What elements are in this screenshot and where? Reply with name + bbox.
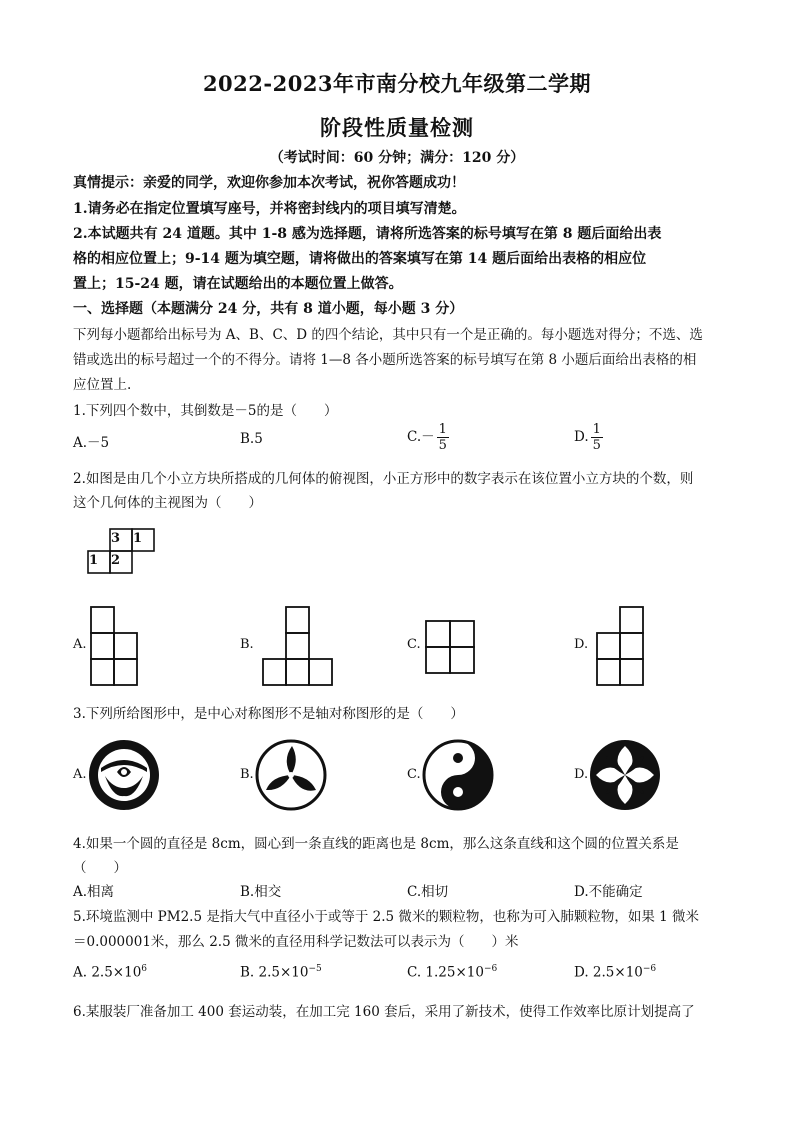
q4-stem-1: 4.如果一个圆的直径是 8cm，圆心到一条直线的距离也是 8cm，那么这条直线和这个圆的位置关系是 xyxy=(73,836,679,852)
q5-stem-2: ＝0.000001米，那么 2.5 微米的直径用科学记数法可以表示为（ ）米 xyxy=(73,934,519,950)
q2-option-b-figure xyxy=(260,604,340,690)
q5-option-c xyxy=(407,964,497,981)
q3-option-a-emblem xyxy=(87,738,161,812)
q5-d-base: D. 2.5×10 xyxy=(574,964,643,981)
q1-option-b: B.5 xyxy=(240,431,263,447)
q5-a-base: A. 2.5×10 xyxy=(73,964,142,981)
greeting: 真情提示：亲爱的同学，欢迎你参加本次考试，祝你答题成功！ xyxy=(73,175,465,191)
q5-c-base: C. 1.25×10 xyxy=(407,964,484,981)
q3-stem: 3.下列所给图形中，是中心对称图形不是轴对称图形的是（ ） xyxy=(73,706,464,722)
rule-2-line-3: 置上；15-24 题，请在试题给出的本题位置上做答。 xyxy=(73,276,403,292)
q1-option-a: A.－5 xyxy=(73,435,110,451)
q2-option-c-label: C. xyxy=(407,637,421,652)
q4-option-d: D.不能确定 xyxy=(574,884,643,900)
q4-option-c: C.相切 xyxy=(407,884,449,900)
q5-option-d xyxy=(574,964,656,981)
q2-option-d-label: D. xyxy=(574,637,589,652)
q1-stem: 1.下列四个数中，其倒数是－5的是（ ） xyxy=(73,403,338,419)
q5-option-b xyxy=(240,964,322,981)
q2-grid-count-bottom-left: 1 xyxy=(89,553,99,568)
q3-option-d-flower xyxy=(588,738,662,812)
q5-b-base: B. 2.5×10 xyxy=(240,964,309,981)
q6-stem-1: 6.某服装厂准备加工 400 套运动装，在加工完 160 套后，采用了新技术，使得工作效率比原计划提高了 xyxy=(73,1004,695,1020)
q2-stem-1: 2.如图是由几个小立方块所搭成的几何体的俯视图，小正方形中的数字表示在该位置小立方块的个数，则 xyxy=(73,471,694,487)
q3-option-d-label: D. xyxy=(574,767,589,782)
q4-option-b: B.相交 xyxy=(240,884,282,900)
q3-option-c-label: C. xyxy=(407,767,421,782)
exam-info: （考试时间：60 分钟；满分：120 分） xyxy=(269,150,525,166)
section-1-desc-3: 应位置上. xyxy=(73,377,132,393)
q1-option-c xyxy=(407,422,449,453)
exam-subtitle: 阶段性质量检测 xyxy=(320,115,474,140)
q2-option-a-figure xyxy=(88,604,148,690)
q1-c-denominator: 5 xyxy=(438,438,447,453)
q5-c-exponent: −6 xyxy=(483,964,498,974)
q3-option-b-emblem xyxy=(254,738,328,812)
q3-option-b-label: B. xyxy=(240,767,254,782)
section-1-heading: 一、选择题（本题满分 24 分，共有 8 道小题，每小题 3 分） xyxy=(73,301,464,317)
q5-b-exponent: −5 xyxy=(308,964,322,974)
q2-stem-2: 这个几何体的主视图为（ ） xyxy=(73,495,262,511)
q5-stem-1: 5.环境监测中 PM2.5 是指大气中直径小于或等于 2.5 微米的颗粒物，也称为可入肺颗粒物，如果 1 微米 xyxy=(73,909,700,925)
section-1-desc-2: 错或选出的标号超过一个的不得分。请将 1—8 各小题所选答案的标号填写在第 8 小题后面给出表格的相 xyxy=(73,352,697,368)
rule-2-line-1: 2.本试题共有 24 道题。其中 1-8 感为选择题，请将所选答案的标号填写在第 8 题后面给出表 xyxy=(73,226,662,242)
section-1-desc-1: 下列每小题都给出标号为 A、B、C、D 的四个结论，其中只有一个是正确的。每小题选对得分；不选、选 xyxy=(73,327,703,343)
q1-option-d-fraction xyxy=(591,422,603,453)
q1-d-denominator: 5 xyxy=(592,438,601,453)
q2-grid-count-bottom-right: 2 xyxy=(111,553,121,568)
q1-option-d xyxy=(574,422,603,453)
rule-1: 1.请务必在指定位置填写座号，并将密封线内的项目填写清楚。 xyxy=(73,201,466,217)
q1-c-numerator: 1 xyxy=(438,422,447,437)
q2-option-a-label: A. xyxy=(73,637,87,652)
q3-option-c-yin-yang xyxy=(421,738,495,812)
q4-stem-2: （ ） xyxy=(73,860,127,876)
q1-d-numerator: 1 xyxy=(592,422,601,437)
q2-grid-count-top-left: 3 xyxy=(111,531,121,546)
q4-option-a: A.相离 xyxy=(73,884,115,900)
q5-d-exponent: −6 xyxy=(642,964,657,974)
q5-option-a xyxy=(73,964,147,981)
q5-a-exponent: 6 xyxy=(141,964,148,974)
q2-option-d-figure xyxy=(594,604,654,690)
q1-option-d-prefix: D. xyxy=(574,429,589,445)
rule-2-line-2: 格的相应位置上；9-14 题为填空题，请将做出的答案填写在第 14 题后面给出表格的相应位 xyxy=(73,251,647,267)
q2-option-b-label: B. xyxy=(240,637,254,652)
q1-option-c-prefix: C.－ xyxy=(407,429,435,445)
q2-grid-count-top-right: 1 xyxy=(133,531,143,546)
q3-option-a-label: A. xyxy=(73,767,87,782)
q2-option-c-figure xyxy=(423,618,483,678)
q1-option-c-fraction xyxy=(437,422,449,453)
exam-title: 2022-2023年市南分校九年级第二学期 xyxy=(202,71,592,96)
